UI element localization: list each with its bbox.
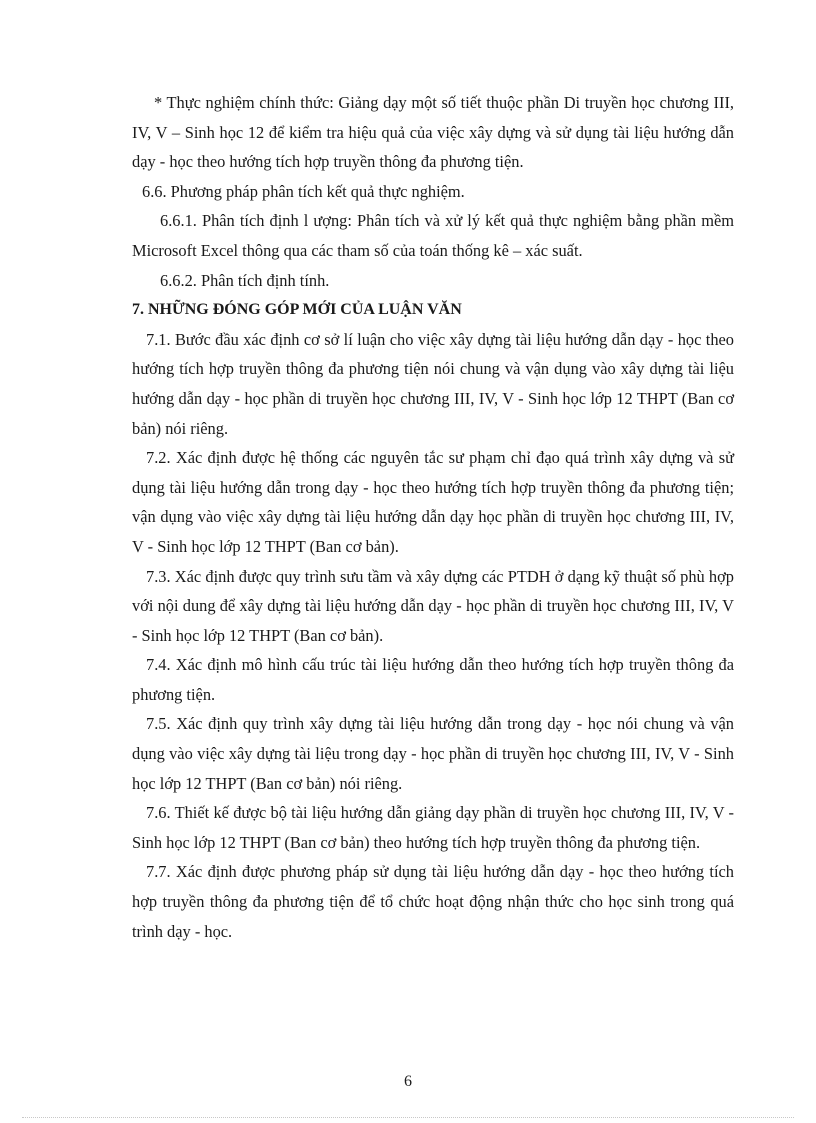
paragraph-analysis-method: 6.6. Phương pháp phân tích kết quả thực nghiệm.	[142, 181, 465, 201]
document-body	[132, 88, 734, 946]
page-number: 6	[404, 1073, 412, 1090]
list-item-7-5: 7.5. Xác định quy trình xây dựng tài liệu hướng dẫn trong dạy - học nói chung và vận dụng vào việc xây dựng tài liệu trong dạy - học phần di truyền học chương III, IV, V - Sinh học lớp 12 THPT (Ban cơ bản) nói riêng.	[132, 714, 734, 793]
list-item-7-6: 7.6. Thiết kế được bộ tài liệu hướng dẫn giảng dạy phần di truyền học chương III, IV, V - Sinh học lớp 12 THPT (Ban cơ bản) theo hướng tích hợp truyền thông đa phương tiện.	[132, 803, 734, 852]
list-item-7-7: 7.7. Xác định được phương pháp sử dụng tài liệu hướng dẫn dạy - học theo hướng tích hợp truyền thông đa phương tiện để tổ chức hoạt động nhận thức cho học sinh trong quá trình dạy - học.	[132, 862, 734, 941]
list-item-7-1: 7.1. Bước đầu xác định cơ sở lí luận cho việc xây dựng tài liệu hướng dẫn dạy - học theo hướng tích hợp truyền thông đa phương tiện nói chung và vận dụng vào xây dựng tài liệu hướng dẫn dạy - học phần di truyền học chương III, IV, V - Sinh học lớp 12 THPT (Ban cơ bản) nói riêng.	[132, 329, 734, 438]
list-item-7-2: 7.2. Xác định được hệ thống các nguyên tắc sư phạm chỉ đạo quá trình xây dựng và sử dụng tài liệu hướng dẫn trong dạy - học theo hướng tích hợp truyền thông đa phương tiện; vận dụng vào việc xây dựng tài liệu hướng dẫn dạy học phần di truyền học chương III, IV, V - Sinh học lớp 12 THPT (Ban cơ bản).	[132, 448, 734, 556]
page-bottom-divider	[22, 1117, 794, 1118]
paragraph-qualitative-analysis: 6.6.2. Phân tích định tính.	[160, 270, 330, 290]
section-heading-contributions: 7. NHỮNG ĐÓNG GÓP MỚI CỦA LUẬN VĂN	[132, 301, 462, 319]
list-item-7-3: 7.3. Xác định được quy trình sưu tầm và xây dựng các PTDH ở dạng kỹ thuật số phù hợp với nội dung để xây dựng tài liệu hướng dẫn dạy - học phần di truyền học chương III, IV, V - Sinh học lớp 12 THPT (Ban cơ bản).	[132, 566, 734, 645]
paragraph-official-experiment: * Thực nghiệm chính thức: Giảng dạy một số tiết thuộc phần Di truyền học chương III, IV, V – Sinh học 12 để kiểm tra hiệu quả của việc xây dựng và sử dụng tài liệu hướng dẫn dạy - học theo hướng tích hợp truyền thông đa phương tiện.	[132, 93, 734, 172]
list-item-7-4: 7.4. Xác định mô hình cấu trúc tài liệu hướng dẫn theo hướng tích hợp truyền thông đa phương tiện.	[132, 655, 734, 704]
paragraph-quantitative-analysis: 6.6.1. Phân tích định l ượng: Phân tích và xử lý kết quả thực nghiệm bằng phần mềm Microsoft Excel thông qua các tham số của toán thống kê – xác suất.	[132, 211, 734, 260]
